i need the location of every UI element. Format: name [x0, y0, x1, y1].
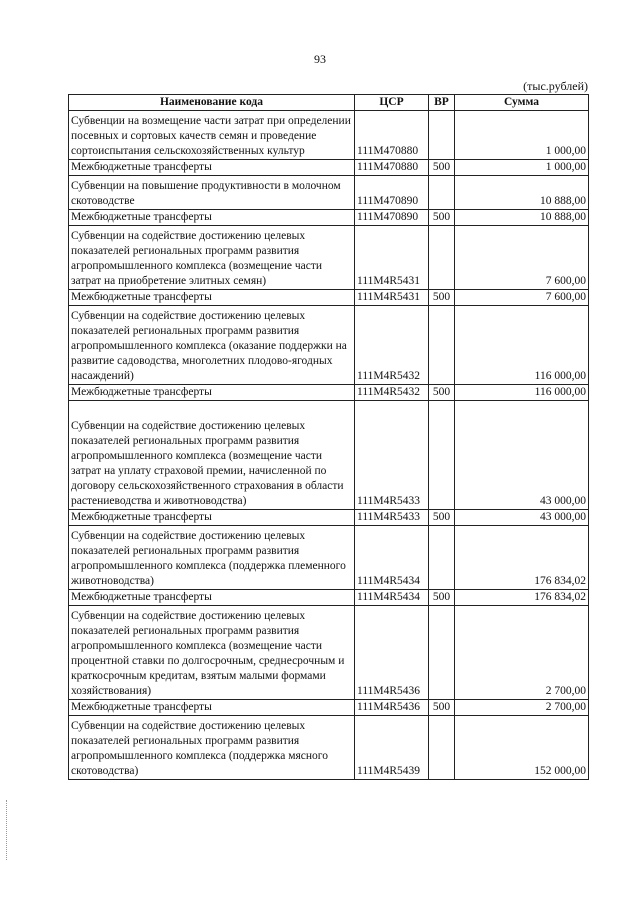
cell-csr: 111M4R5431: [355, 226, 429, 290]
cell-name: Межбюджетные трансферты: [69, 290, 355, 306]
cell-name: Субвенции на содействие достижению целевых показателей региональных программ развития агропромышленного комплекса (поддержка мясного скотоводства): [69, 716, 355, 780]
cell-name: Субвенции на содействие достижению целевых показателей региональных программ развития агропромышленного комплекса (возмещение части затрат на приобретение элитных семян): [69, 226, 355, 290]
cell-sum: 116 000,00: [455, 385, 589, 401]
cell-name: Субвенции на содействие достижению целевых показателей региональных программ развития агропромышленного комплекса (возмещение части процентной ставки по долгосрочным, среднесрочным и краткосрочным кредитам, взятым малыми формами хозяйствования): [69, 606, 355, 700]
header-sum: Сумма: [455, 95, 589, 111]
table-row: [69, 176, 589, 210]
cell-name: Межбюджетные трансферты: [69, 385, 355, 401]
cell-sum: 43 000,00: [455, 401, 589, 510]
cell-sum: 43 000,00: [455, 510, 589, 526]
cell-sum: 1 000,00: [455, 160, 589, 176]
margin-mark: [6, 800, 8, 860]
cell-vr: [429, 306, 455, 385]
cell-csr: 111M470890: [355, 210, 429, 226]
cell-csr: 111M470880: [355, 160, 429, 176]
table-row: [69, 210, 589, 226]
cell-vr: 500: [429, 510, 455, 526]
cell-vr: 500: [429, 210, 455, 226]
cell-name: Межбюджетные трансферты: [69, 510, 355, 526]
budget-table: [68, 94, 589, 780]
cell-vr: [429, 716, 455, 780]
cell-vr: [429, 401, 455, 510]
cell-csr: 111M4R5432: [355, 306, 429, 385]
cell-name: Субвенции на повышение продуктивности в молочном скотоводстве: [69, 176, 355, 210]
cell-sum: 176 834,02: [455, 590, 589, 606]
units-label: (тыс.рублей): [523, 79, 588, 93]
cell-sum: 116 000,00: [455, 306, 589, 385]
table-row: [69, 385, 589, 401]
table-row: [69, 290, 589, 306]
table-header-row: [69, 95, 589, 111]
cell-sum: 152 000,00: [455, 716, 589, 780]
cell-sum: 2 700,00: [455, 606, 589, 700]
cell-csr: 111M4R5436: [355, 700, 429, 716]
cell-csr: 111M4R5434: [355, 526, 429, 590]
table-row: [69, 716, 589, 780]
table-row: [69, 526, 589, 590]
cell-vr: 500: [429, 160, 455, 176]
page-number: 93: [314, 52, 326, 66]
cell-csr: 111M4R5433: [355, 401, 429, 510]
cell-name: Субвенции на содействие достижению целевых показателей региональных программ развития агропромышленного комплекса (возмещение части затрат на уплату страховой премии, начисленной по договору сельскохозяйственного страхования в области растениеводства и животноводства): [69, 401, 355, 510]
table-row: [69, 160, 589, 176]
cell-sum: 7 600,00: [455, 226, 589, 290]
cell-vr: 500: [429, 590, 455, 606]
header-name: Наименование кода: [69, 95, 355, 111]
table-row: [69, 226, 589, 290]
cell-vr: 500: [429, 290, 455, 306]
header-csr: ЦСР: [355, 95, 429, 111]
cell-sum: 7 600,00: [455, 290, 589, 306]
cell-csr: 111M470880: [355, 111, 429, 160]
cell-sum: 2 700,00: [455, 700, 589, 716]
table-row: [69, 401, 589, 510]
cell-vr: [429, 176, 455, 210]
cell-vr: 500: [429, 700, 455, 716]
table-row: [69, 510, 589, 526]
table-row: [69, 700, 589, 716]
header-vr: ВР: [429, 95, 455, 111]
cell-csr: 111M4R5439: [355, 716, 429, 780]
cell-vr: [429, 111, 455, 160]
cell-csr: 111M4R5433: [355, 510, 429, 526]
cell-name: Субвенции на содействие достижению целевых показателей региональных программ развития агропромышленного комплекса (поддержка племенного животноводства): [69, 526, 355, 590]
cell-csr: 111M4R5432: [355, 385, 429, 401]
table-row: [69, 306, 589, 385]
cell-vr: [429, 226, 455, 290]
cell-vr: [429, 606, 455, 700]
cell-csr: 111M470890: [355, 176, 429, 210]
cell-name: Межбюджетные трансферты: [69, 160, 355, 176]
cell-csr: 111M4R5434: [355, 590, 429, 606]
cell-sum: 10 888,00: [455, 176, 589, 210]
table-row: [69, 606, 589, 700]
cell-csr: 111M4R5431: [355, 290, 429, 306]
cell-name: Межбюджетные трансферты: [69, 590, 355, 606]
table-row: [69, 111, 589, 160]
cell-name: Межбюджетные трансферты: [69, 700, 355, 716]
cell-name: Субвенции на содействие достижению целевых показателей региональных программ развития агропромышленного комплекса (оказание поддержки на развитие садоводства, многолетних плодово-ягодных насаждений): [69, 306, 355, 385]
cell-sum: 1 000,00: [455, 111, 589, 160]
cell-vr: [429, 526, 455, 590]
table-row: [69, 590, 589, 606]
cell-name: Субвенции на возмещение части затрат при определении посевных и сортовых качеств семян и проведение сортоиспытания сельскохозяйственных культур: [69, 111, 355, 160]
cell-sum: 10 888,00: [455, 210, 589, 226]
cell-sum: 176 834,02: [455, 526, 589, 590]
cell-vr: 500: [429, 385, 455, 401]
cell-csr: 111M4R5436: [355, 606, 429, 700]
cell-name: Межбюджетные трансферты: [69, 210, 355, 226]
